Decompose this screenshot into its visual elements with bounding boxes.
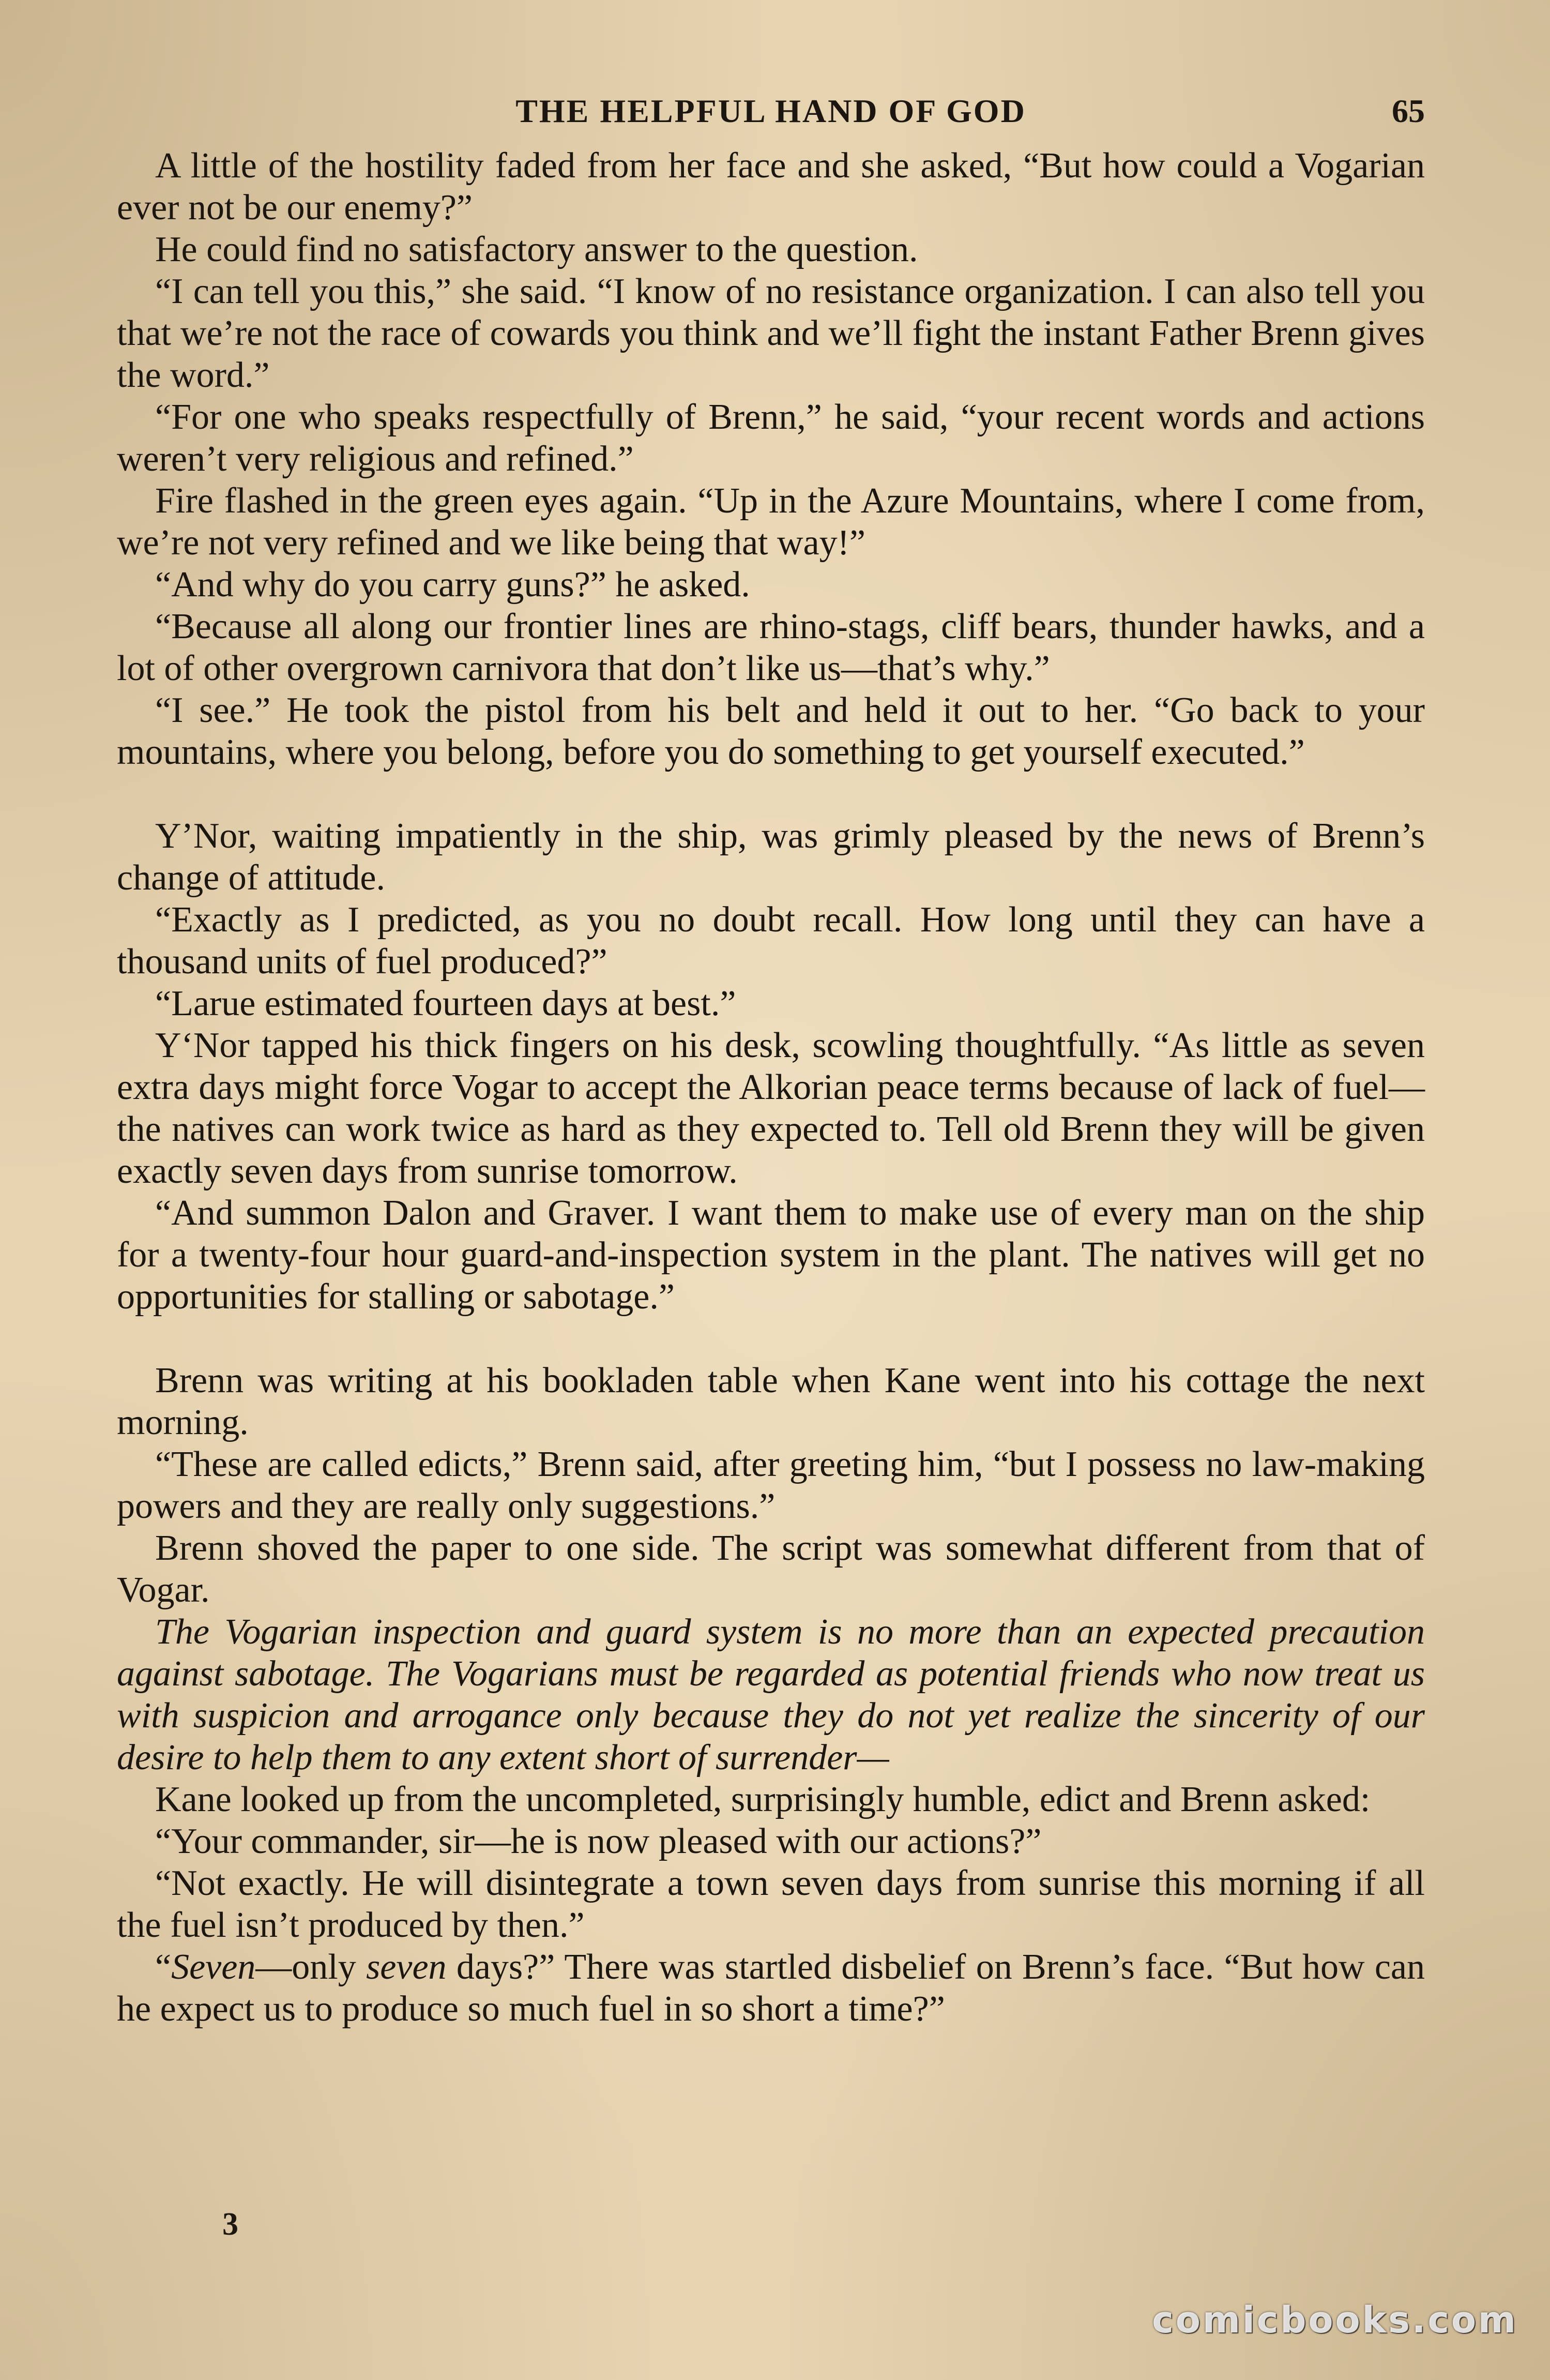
section-break [117, 1318, 1425, 1360]
running-head: THE HELPFUL HAND OF GOD [515, 93, 1026, 129]
dash-text: —only [255, 1947, 367, 1987]
paragraph: “Exactly as I predicted, as you no doubt recall. How long until they can have a thousand units of fuel produced?” [117, 900, 1425, 982]
paragraph: “Because all along our frontier lines are rhino-stags, cliff bears, thunder hawks, and a lot of other overgrown carnivora that don’t like us—that’s why.” [117, 607, 1425, 688]
paragraph: Fire flashed in the green eyes again. “Up in the Azure Mountains, where I come from, we’re not very refined and we like being that way!” [117, 481, 1425, 563]
paragraph: “Your commander, sir—he is now pleased with our actions?” [155, 1821, 1042, 1861]
signature-folio: 3 [222, 2207, 238, 2242]
section-break [117, 773, 1425, 815]
page-number: 65 [1392, 93, 1425, 129]
paragraph: A little of the hostility faded from her face and she asked, “But how could a Vogarian ever not be our enemy?” [117, 146, 1425, 228]
paragraph: “Larue estimated fourteen days at best.” [155, 984, 736, 1023]
paragraph: Brenn was writing at his bookladen table when Kane went into his cottage the next morning. [117, 1361, 1425, 1442]
book-page [117, 83, 1425, 2030]
paragraph: Y’Nor, waiting impatiently in the ship, was grimly pleased by the news of Brenn’s change of attitude. [117, 816, 1425, 898]
emphasis-seven-2: seven [366, 1947, 447, 1987]
paragraph: He could find no satisfactory answer to the question. [155, 230, 918, 269]
paragraph: “I see.” He took the pistol from his belt and held it out to her. “Go back to your mountains, where you belong, before you do something to get yourself executed.” [117, 690, 1425, 772]
paragraph: “For one who speaks respectfully of Brenn,” he said, “your recent words and actions weren’t very religious and refined.” [117, 397, 1425, 479]
paragraph: “And summon Dalon and Graver. I want them to make use of every man on the ship for a twenty-four hour guard-and-inspection system in the plant. The natives will get no opportunities for stalling or sabotage.” [117, 1193, 1425, 1317]
paragraph: “And why do you carry guns?” he asked. [155, 565, 750, 605]
paragraph: “Not exactly. He will disintegrate a town seven days from sunrise this morning if all the fuel isn’t produced by then.” [117, 1863, 1425, 1945]
page-header [117, 83, 1425, 145]
edict-italic-paragraph: The Vogarian inspection and guard system is no more than an expected precaution against sabotage. The Vogarians must be regarded as potential friends who now treat us with suspicion and arrogance only because they do not yet realize the sincerity of our desire to help them to any extent short of surrender— [117, 1612, 1425, 1778]
closing-text: days?” There was startled disbelief on Brenn’s face. “But how can he expect us to produce so much fuel in so short a time?” [117, 1947, 1425, 2029]
paragraph: Kane looked up from the uncompleted, surprisingly humble, edict and Brenn asked: [155, 1780, 1371, 1819]
open-quote: “ [155, 1947, 172, 1987]
paragraph: Brenn shoved the paper to one side. The script was somewhat different from that of Vogar. [117, 1528, 1425, 1610]
body-text [117, 145, 1425, 2030]
emphasis-seven: Seven [171, 1947, 256, 1987]
paragraph: Y‘Nor tapped his thick fingers on his desk, scowling thoughtfully. “As little as seven extra days might force Vogar to accept the Alkorian peace terms because of lack of fuel—the natives can work twice as hard as they expected to. Tell old Brenn they will be given exactly seven days from sunrise tomorrow. [117, 1026, 1425, 1191]
paragraph: “I can tell you this,” she said. “I know of no resistance organization. I can also tell you that we’re not the race of cowards you think and we’ll fight the instant Father Brenn gives the word.” [117, 272, 1425, 395]
watermark: comicbooks.com [1152, 2299, 1518, 2341]
last-paragraph [117, 1946, 1425, 2030]
paragraph: “These are called edicts,” Brenn said, after greeting him, “but I possess no law-making powers and they are really only suggestions.” [117, 1444, 1425, 1526]
